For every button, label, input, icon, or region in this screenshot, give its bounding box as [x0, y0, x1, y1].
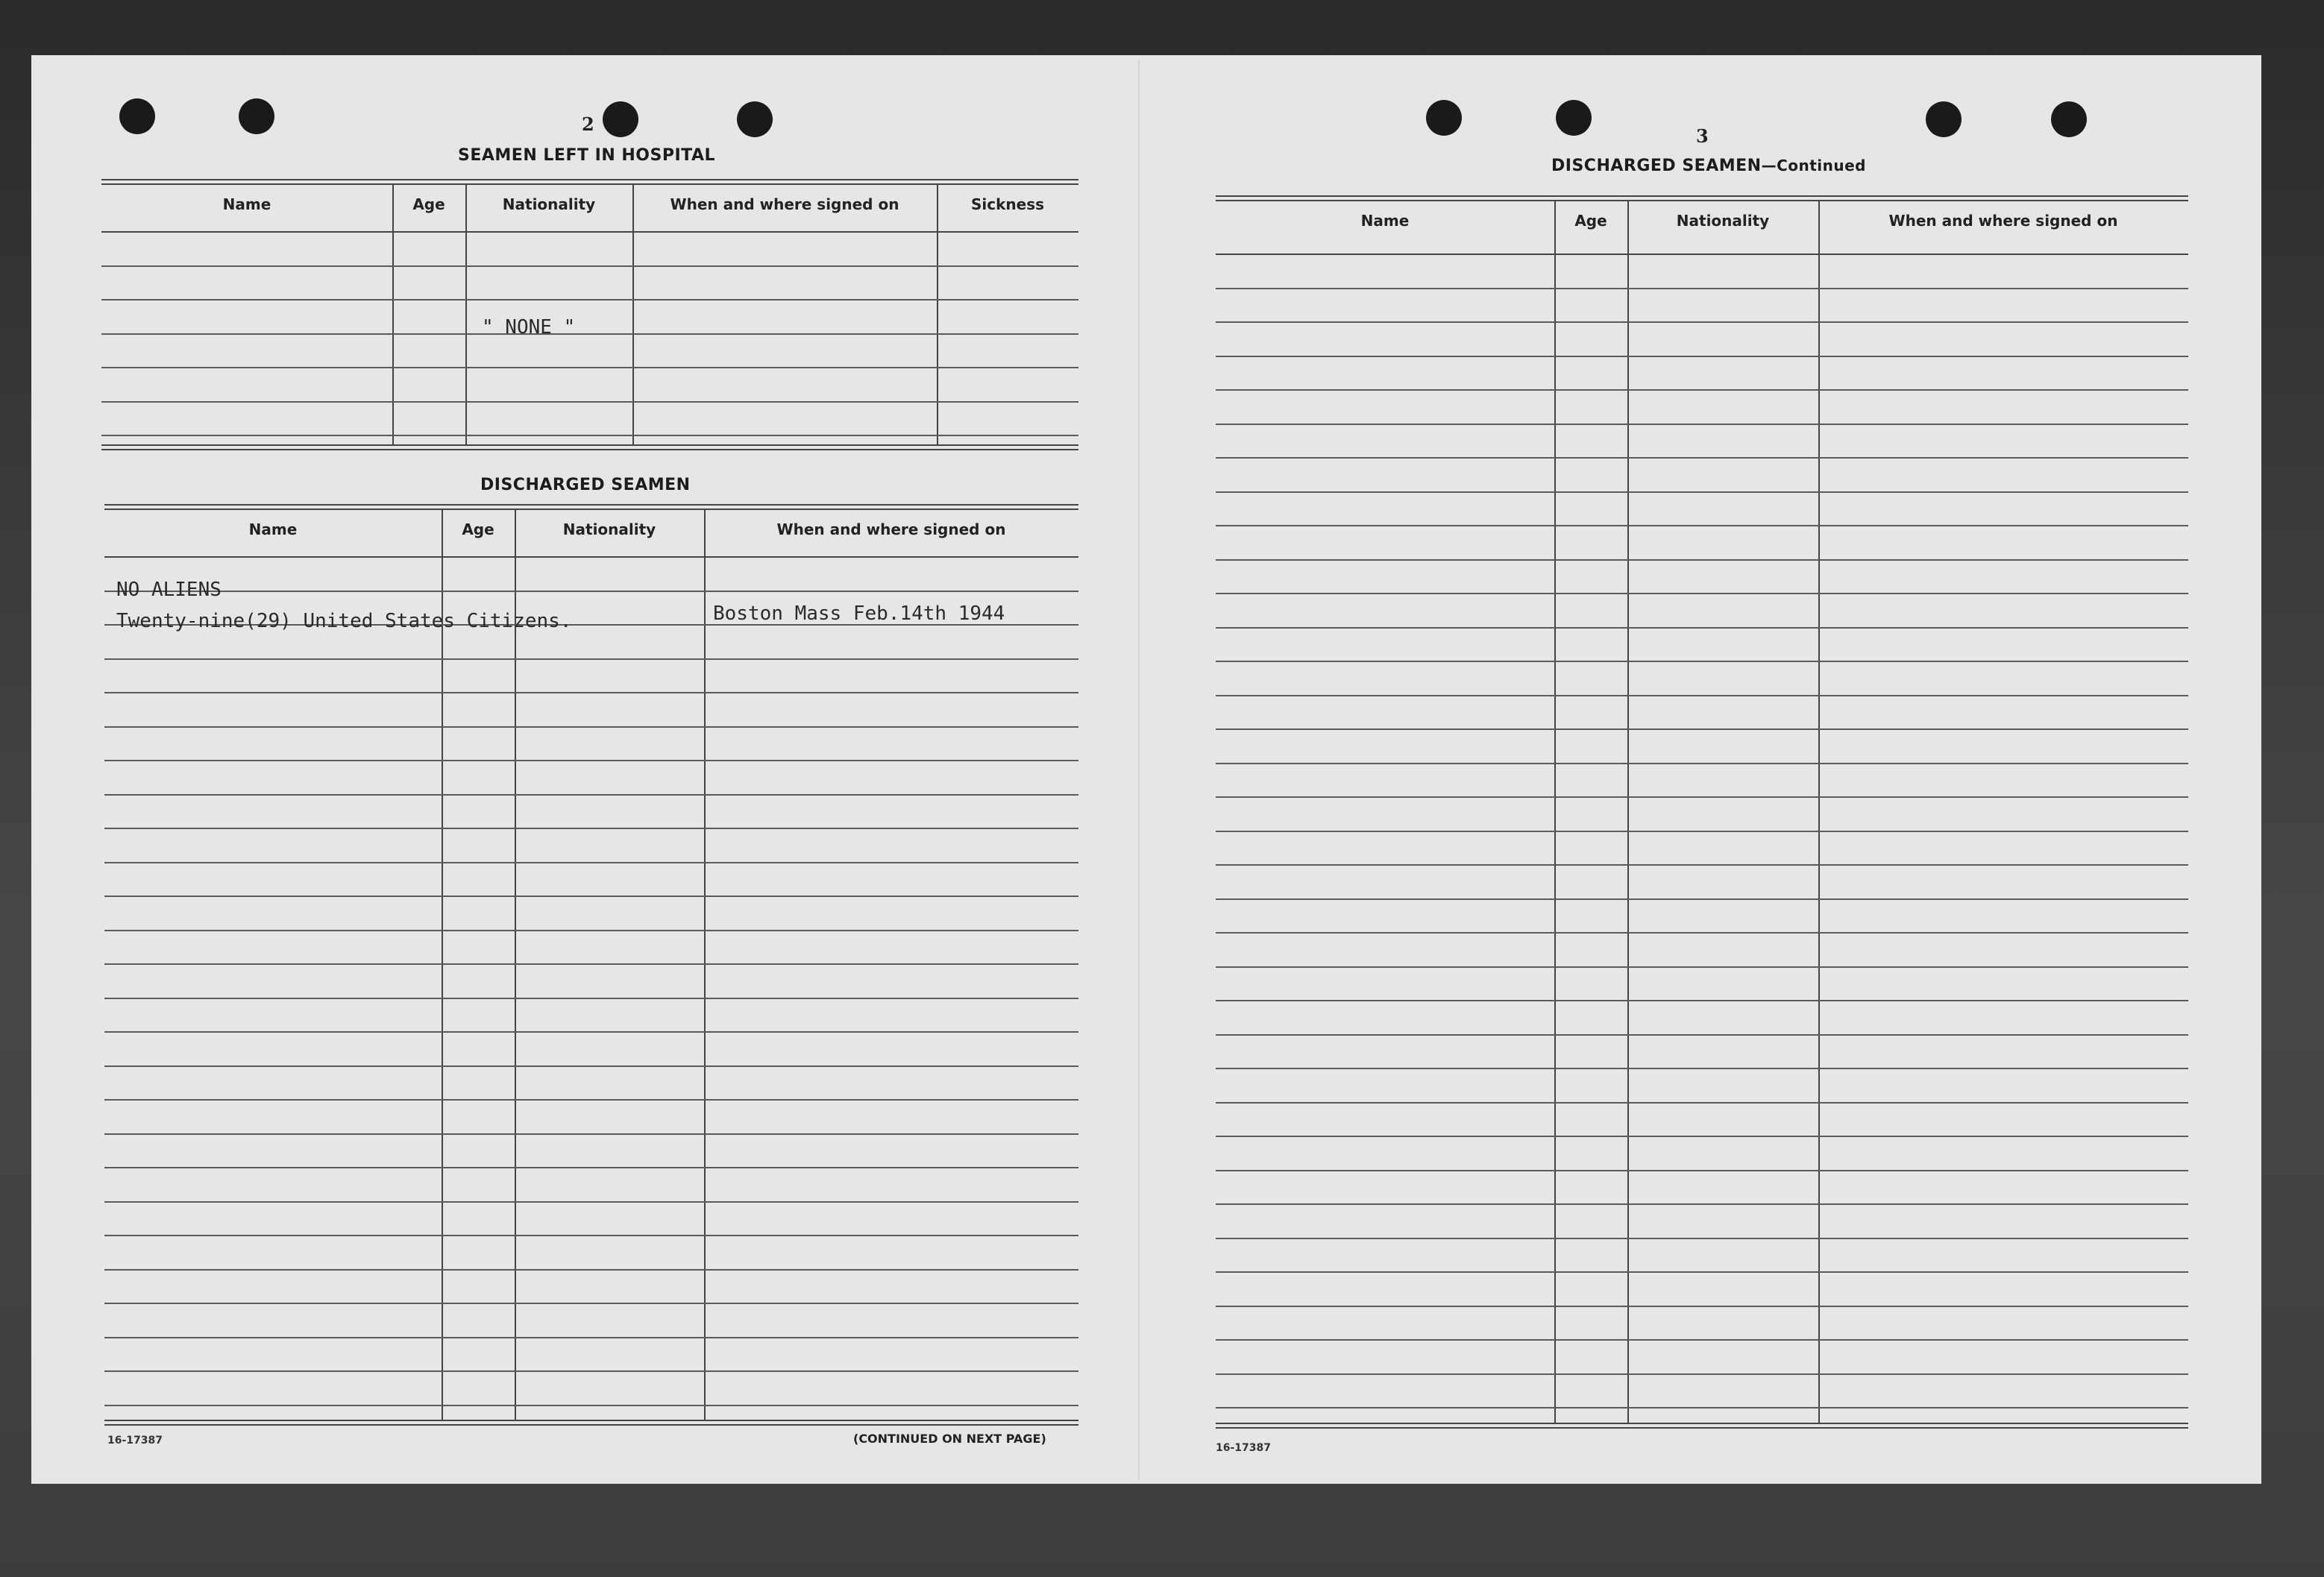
- row-line: [1216, 1136, 2188, 1137]
- row-line: [104, 963, 1078, 965]
- row-line: [1216, 661, 2188, 662]
- header-underline: [1216, 254, 2188, 255]
- row-line: [104, 1370, 1078, 1372]
- row-line: [104, 726, 1078, 728]
- punch-hole: [603, 101, 638, 137]
- row-line: [1216, 1271, 2188, 1273]
- column-header-age: Age: [1574, 212, 1607, 230]
- column-header-name: Name: [222, 195, 271, 213]
- table-bottom-rule: [104, 1420, 1078, 1421]
- hospital-none-entry: " NONE ": [482, 316, 576, 339]
- column-divider: [1818, 200, 1820, 1423]
- row-line: [1216, 491, 2188, 493]
- row-line: [104, 1235, 1078, 1236]
- discharged-section-title: DISCHARGED SEAMEN: [480, 476, 691, 494]
- column-header-nationality: Nationality: [1676, 212, 1770, 230]
- row-line: [1216, 1170, 2188, 1171]
- punch-hole: [119, 98, 155, 134]
- row-line: [104, 692, 1078, 693]
- row-line: [1216, 389, 2188, 391]
- form-number-right: 16-17387: [1216, 1442, 1271, 1454]
- row-line: [104, 658, 1078, 660]
- row-line: [101, 299, 1078, 300]
- column-divider: [1627, 200, 1629, 1423]
- row-line: [1216, 1373, 2188, 1375]
- row-line: [101, 367, 1078, 368]
- row-line: [1216, 356, 2188, 357]
- column-header-age: Age: [412, 195, 445, 213]
- row-line: [104, 1099, 1078, 1101]
- table-top-rule: [1216, 195, 2188, 197]
- punch-hole: [1556, 100, 1592, 136]
- row-line: [1216, 1034, 2188, 1036]
- row-line: [104, 1066, 1078, 1067]
- right-section-title: [1551, 157, 1866, 175]
- row-line: [104, 1337, 1078, 1338]
- row-line: [104, 1269, 1078, 1271]
- column-divider: [465, 183, 467, 444]
- row-line: [1216, 424, 2188, 425]
- row-line: [104, 930, 1078, 931]
- row-line: [104, 1303, 1078, 1304]
- table-bottom-rule: [104, 1424, 1078, 1426]
- row-line: [1216, 728, 2188, 730]
- table-bottom-rule: [101, 449, 1078, 450]
- punch-hole: [239, 98, 274, 134]
- row-line: [1216, 593, 2188, 594]
- row-line: [1216, 864, 2188, 866]
- page-number-right: 3: [1696, 125, 1709, 147]
- row-line: [101, 435, 1078, 436]
- column-header-name: Name: [248, 520, 298, 538]
- row-line: [1216, 457, 2188, 459]
- discharged-entry-no-aliens: NO ALIENS: [116, 579, 222, 601]
- table-bottom-rule: [101, 444, 1078, 446]
- row-line: [104, 1201, 1078, 1203]
- discharged-entry-signed-on: Boston Mass Feb.14th 1944: [713, 602, 1005, 625]
- right-title-suffix: —Continued: [1761, 157, 1866, 174]
- punch-hole: [2051, 101, 2087, 137]
- row-line: [104, 895, 1078, 897]
- right-title-main: DISCHARGED SEAMEN: [1551, 157, 1762, 175]
- row-line: [1216, 1407, 2188, 1408]
- table-bottom-rule: [1216, 1423, 2188, 1424]
- discharged-entry-citizens: Twenty-nine(29) United States Citizens.: [116, 610, 572, 632]
- row-line: [104, 760, 1078, 761]
- row-line: [1216, 763, 2188, 764]
- row-line: [104, 1167, 1078, 1168]
- table-top-rule: [101, 179, 1078, 180]
- column-header-nationality: Nationality: [502, 195, 596, 213]
- row-line: [1216, 695, 2188, 696]
- column-header-when-and-where-signed-on: When and where signed on: [1888, 212, 2118, 230]
- row-line: [1216, 1102, 2188, 1104]
- column-divider: [1554, 200, 1556, 1423]
- form-number-left: 16-17387: [107, 1435, 163, 1447]
- punch-hole: [1926, 101, 1962, 137]
- row-line: [1216, 1068, 2188, 1069]
- row-line: [104, 862, 1078, 863]
- row-line: [1216, 288, 2188, 289]
- row-line: [1216, 525, 2188, 526]
- table-top-rule: [101, 183, 1078, 185]
- hospital-section-title: SEAMEN LEFT IN HOSPITAL: [458, 146, 716, 165]
- table-top-rule: [104, 509, 1078, 510]
- column-header-when-and-where-signed-on: When and where signed on: [776, 520, 1006, 538]
- header-underline: [101, 231, 1078, 233]
- column-header-age: Age: [462, 520, 494, 538]
- row-line: [1216, 1203, 2188, 1205]
- punch-hole: [1426, 100, 1462, 136]
- row-line: [1216, 321, 2188, 323]
- row-line: [104, 591, 1078, 592]
- column-divider: [392, 183, 394, 444]
- row-line: [104, 998, 1078, 999]
- row-line: [104, 1405, 1078, 1406]
- column-header-name: Name: [1360, 212, 1410, 230]
- row-line: [1216, 1000, 2188, 1001]
- table-bottom-rule: [1216, 1427, 2188, 1429]
- table-top-rule: [1216, 200, 2188, 201]
- row-line: [1216, 1306, 2188, 1307]
- row-line: [104, 828, 1078, 829]
- page-fold: [1138, 60, 1140, 1480]
- row-line: [101, 333, 1078, 335]
- row-line: [1216, 898, 2188, 900]
- header-underline: [104, 556, 1078, 558]
- column-header-nationality: Nationality: [562, 520, 656, 538]
- row-line: [1216, 627, 2188, 629]
- row-line: [104, 794, 1078, 796]
- row-line: [1216, 1238, 2188, 1239]
- column-header-when-and-where-signed-on: When and where signed on: [670, 195, 899, 213]
- row-line: [1216, 831, 2188, 832]
- row-line: [101, 265, 1078, 267]
- row-line: [104, 1031, 1078, 1033]
- row-line: [104, 1133, 1078, 1135]
- row-line: [1216, 932, 2188, 934]
- row-line: [1216, 796, 2188, 798]
- row-line: [1216, 559, 2188, 561]
- column-divider: [632, 183, 634, 444]
- column-divider: [937, 183, 938, 444]
- column-header-sickness: Sickness: [970, 195, 1045, 213]
- punch-hole: [737, 101, 773, 137]
- row-line: [101, 401, 1078, 403]
- row-line: [1216, 966, 2188, 968]
- row-line: [1216, 1339, 2188, 1341]
- continued-footer: (CONTINUED ON NEXT PAGE): [853, 1432, 1046, 1446]
- page-number-left: 2: [582, 113, 594, 135]
- table-top-rule: [104, 504, 1078, 506]
